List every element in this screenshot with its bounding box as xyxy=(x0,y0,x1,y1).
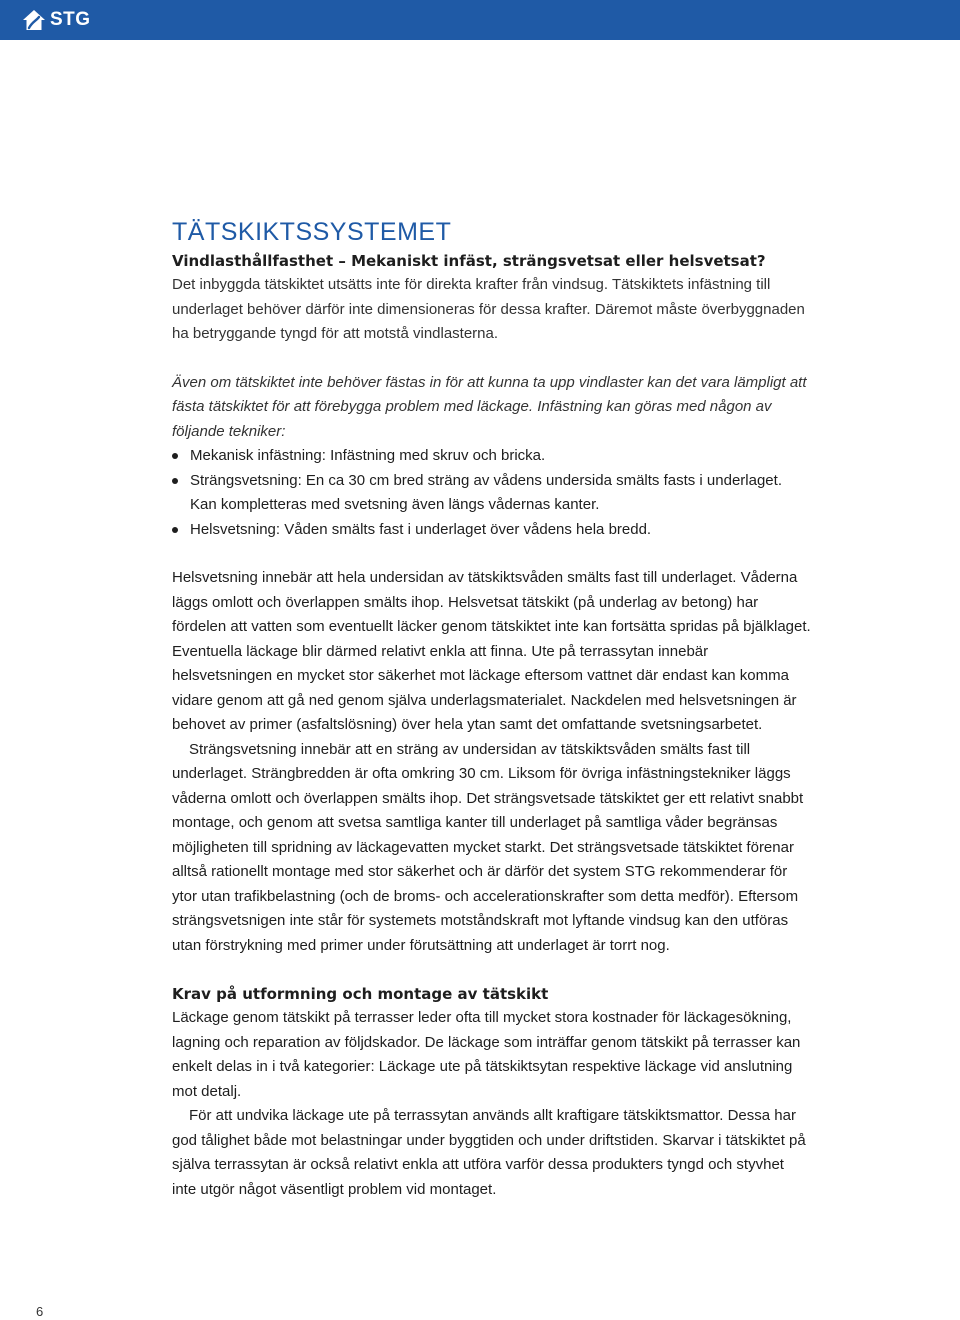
stg-logo[interactable] xyxy=(22,6,91,34)
page-title: TÄTSKIKTSSYSTEMET xyxy=(172,218,452,246)
bullet-icon xyxy=(172,453,178,459)
requirements-paragraph-1: Läckage genom tätskikt på terrasser leder ofta till mycket stora kostnader för läckagesökning, lagning och reparation av följdskador. De läckage som inträffar genom tätskikt på terrasser kan enkelt delas in i två kategorier: Läckage ute på tätskiktsytan respektive läckage vid anslutning mot detalj. xyxy=(172,1009,801,1100)
brand-name: STG xyxy=(50,9,91,30)
welding-section xyxy=(172,566,812,958)
fastening-intro xyxy=(172,371,812,445)
fastening-list xyxy=(172,444,812,542)
bullet-icon xyxy=(172,478,178,484)
list-item-text: Helsvetsning: Våden smälts fast i underlaget över vådens hela bredd. xyxy=(190,520,652,538)
strangsvetsning-paragraph: Strängsvetsning innebär att en sträng av undersidan av tätskiktsvåden smälts fast till underlaget. Strängbredden är ofta omkring 30 cm. Liksom för övriga infästningstekniker läggs våderna omlott och överlappen smälts ihop. Det strängsvetsade tätskiktet ger ett relativt snabbt montage, och genom att svetsa samtliga kanter till underlaget på samtliga våder begränsas möjligheten till spridning av läckagevatten mycket starkt. Det strängsvetsade tätskiktet förenar alltså rationellt montage med stor säkerhet och är därför det system STG rekommenderar för ytor utan trafikbelastning (och de broms- och accelerationskrafter som detta medför). Eftersom strängsvetsnigen inte står för systemets motståndskraft mot lyftande vindsug kan den utföras utan förstrykning med primer under förutsättning att underlaget är torrt nog. xyxy=(172,740,804,954)
bullet-icon xyxy=(172,527,178,533)
list-item-text: Mekanisk infästning: Infästning med skruv och bricka. xyxy=(190,447,546,464)
wind-heading: Vindlasthållfasthet – Mekaniskt infäst, strängsvetsat eller helsvetsat? xyxy=(172,252,766,270)
requirements-heading: Krav på utformning och montage av tätskikt xyxy=(172,985,549,1003)
main-content xyxy=(172,215,812,1202)
page-number: 6 xyxy=(36,1304,44,1319)
fastening-tail: Infästning kan göras med någon av följande tekniker: xyxy=(172,398,772,440)
brand-bar xyxy=(0,0,960,40)
list-item xyxy=(172,444,812,469)
helsvetsning-paragraph: Helsvetsning innebär att hela undersidan av tätskiktsvåden smälts fast till underlaget. Våderna läggs omlott och överlappen smälts ihop. Helsvetsat tätskikt (på underlag av betong) har fördelen att vatten som eventuellt läcker genom tätskiktet inte kan fortsätta spridas på bjälklaget. Eventuella läckage blir därmed relativt enkla att finna. Ute på terrassytan innebär helsvetsningen en mycket stor säkerhet mot läckage eftersom vattnet där endast kan komma vidare genom att gå ned genom själva underlagsmaterialet. Nackdelen med helsvetsningen är behovet av primer (asfaltslösning) över hela ytan samt det omfattande svetsningsarbetet. xyxy=(172,569,811,733)
list-item xyxy=(172,518,812,543)
list-item xyxy=(172,469,812,518)
house-icon xyxy=(22,9,46,31)
requirements-section xyxy=(172,982,812,1202)
wind-body: Det inbyggda tätskiktet utsätts inte för direkta krafter från vindsug. Tätskiktets infästning till underlaget behöver därför inte dimensioneras för dessa krafter. Däremot måste överbyggnaden ha betryggande tyngd för att motstå vindlasterna. xyxy=(172,276,805,342)
requirements-paragraph-2: För att undvika läckage ute på terrassytan används allt kraftigare tätskiktsmattor. Dessa har god tålighet både mot belastningar under byggtiden och under driftstiden. Skarvar i tätskiktet på själva terrassytan är också relativt enkla att utföra varför dessa produkters tyngd och styvhet inte utgör något väsentligt problem vid montaget. xyxy=(172,1107,806,1198)
fastening-intro-text: Även om tätskiktet inte behöver fästas in för att kunna ta upp vindlaster kan det vara lämpligt att fästa tätskiktet för att förebygga problem med läckage. xyxy=(172,373,807,415)
list-item-text: Strängsvetsning: En ca 30 cm bred sträng av vådens undersida smälts fasts i underlaget. Kan kompletteras med svetsning även längs vådernas kanter. xyxy=(190,471,782,513)
